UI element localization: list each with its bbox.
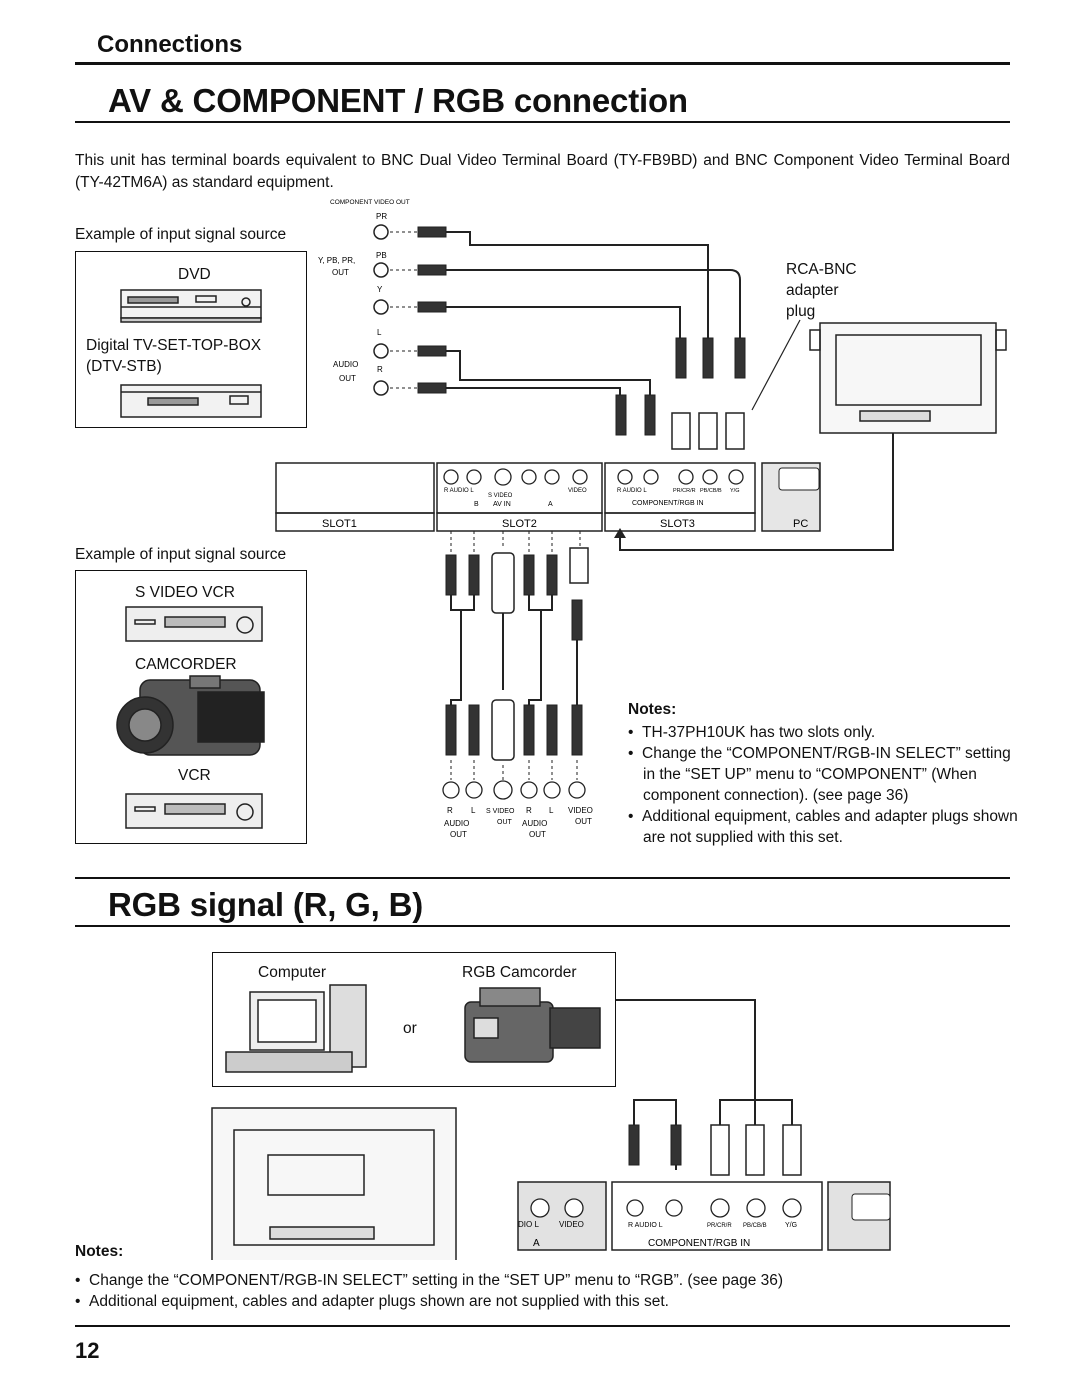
out-r2-label: R xyxy=(526,806,532,815)
note-1-item-2-text: Change the “COMPONENT/RGB-IN SELECT” setting in the “SET UP” menu to “COMPONENT” (When component connection). (see page 36) xyxy=(642,745,1011,804)
notes-1-list xyxy=(628,722,1018,848)
vcr-icon xyxy=(126,794,262,828)
rgb-video-label: VIDEO xyxy=(559,1220,584,1229)
footer-rule xyxy=(75,1325,1010,1327)
y-jack-label: Y xyxy=(377,285,383,294)
source-label-2: Example of input signal source xyxy=(75,546,287,563)
slot2-a-label: A xyxy=(548,501,553,508)
intro-paragraph: This unit has terminal boards equivalent to BNC Dual Video Terminal Board (TY-FB9BD) and BNC Component Video Terminal Board (TY-42TM6A) as standard equipment. xyxy=(75,152,1010,191)
audio-out-label: AUDIO xyxy=(333,360,359,369)
r-jack-label: R xyxy=(377,365,383,374)
rgb-r-audio-l-label: R AUDIO L xyxy=(628,1222,663,1229)
slot3-pb-label: PB/CB/B xyxy=(700,488,722,494)
display-rear-panel-bottom xyxy=(212,1108,456,1260)
slot3-pr-label: PR/CR/R xyxy=(673,488,696,494)
note-2-item-1-text: Change the “COMPONENT/RGB-IN SELECT” setting in the “SET UP” menu to “RGB”. (see page 36) xyxy=(89,1272,784,1289)
note-2-item-2: • Additional equipment, cables and adapter plugs shown are not supplied with this set. xyxy=(75,1293,669,1310)
camcorder-icon xyxy=(117,676,264,755)
out-video-out-label: OUT xyxy=(575,817,592,826)
dvd-label: DVD xyxy=(178,266,211,283)
notes-1-title: Notes: xyxy=(628,701,677,718)
note-1-item-2: • Change the “COMPONENT/RGB-IN SELECT” setting in the “SET UP” menu to “COMPONENT” (When component connection). (see page 36) xyxy=(628,745,1011,804)
section-heading: Connections xyxy=(97,31,243,58)
note-2-item-1: • Change the “COMPONENT/RGB-IN SELECT” setting in the “SET UP” menu to “RGB”. (see page 36) xyxy=(75,1272,784,1289)
av-in-label: AV IN xyxy=(493,501,511,508)
page-title: AV & COMPONENT / RGB connection xyxy=(108,82,688,119)
rgb-component-rgb-in-label: COMPONENT/RGB IN xyxy=(648,1238,751,1249)
slot2-svideo-label: S VIDEO xyxy=(488,493,513,499)
rgb-pb-label: PB/CB/B xyxy=(743,1223,767,1229)
audio-l-jack[interactable] xyxy=(374,344,388,358)
note-1-item-1: • TH-37PH10UK has two slots only. xyxy=(628,724,876,741)
audio-out-label-2: OUT xyxy=(339,374,356,383)
rgb-pr-label: PR/CR/R xyxy=(707,1223,732,1229)
slot3-label: SLOT3 xyxy=(660,518,695,530)
rca-bnc-label-1: RCA-BNC xyxy=(786,261,857,278)
rgb-section-title: RGB signal (R, G, B) xyxy=(108,886,424,923)
pr-jack[interactable] xyxy=(374,225,388,239)
notes-2-title: Notes: xyxy=(75,1243,124,1260)
stb-label-line1: Digital TV-SET-TOP-BOX xyxy=(86,337,262,354)
slot2-b-label: B xyxy=(474,501,479,508)
or-label: or xyxy=(403,1020,417,1037)
out-label: OUT xyxy=(332,268,349,277)
note-1-item-1-text: TH-37PH10UK has two slots only. xyxy=(642,724,876,741)
slot2-label: SLOT2 xyxy=(502,518,537,530)
note-2-item-2-text: Additional equipment, cables and adapter plugs shown are not supplied with this set. xyxy=(89,1293,669,1310)
pb-label: PB xyxy=(376,251,387,260)
pr-label: PR xyxy=(376,212,388,221)
page-number: 12 xyxy=(75,1338,100,1363)
out-svideo-label: S VIDEO xyxy=(486,808,515,815)
s-video-vcr-label: S VIDEO VCR xyxy=(135,584,235,601)
rgb-a-label: A xyxy=(533,1238,540,1249)
s-video-vcr-icon xyxy=(126,607,262,641)
out-svideo-out-label: OUT xyxy=(497,819,512,826)
note-1-item-3-text: Additional equipment, cables and adapter plugs shown are not supplied with this set. xyxy=(642,808,1018,846)
notes-2-list xyxy=(75,1270,1010,1312)
out-audio-out-label: OUT xyxy=(450,830,467,839)
note-1-item-3: • Additional equipment, cables and adapter plugs shown are not supplied with this set. xyxy=(628,808,1018,846)
out-l-label: L xyxy=(471,806,476,815)
audio-r-jack[interactable] xyxy=(374,381,388,395)
rgb-yg-label: Y/G xyxy=(785,1222,798,1229)
computer-label: Computer xyxy=(258,964,327,981)
y-pb-pr-label: Y, PB, PR, xyxy=(318,256,356,265)
pb-jack[interactable] xyxy=(374,263,388,277)
rgb-camcorder-icon xyxy=(465,988,600,1062)
slot3-audio-label: R AUDIO L xyxy=(617,488,647,494)
out-video-label: VIDEO xyxy=(568,806,593,815)
component-video-out-label: COMPONENT VIDEO OUT xyxy=(330,199,410,206)
rgb-camcorder-label: RGB Camcorder xyxy=(462,964,577,981)
out-audio2-label: AUDIO xyxy=(522,819,548,828)
out-audio-label: AUDIO xyxy=(444,819,470,828)
computer-icon xyxy=(226,985,366,1072)
out-l2-label: L xyxy=(549,806,554,815)
slot3-yg-label: Y/G xyxy=(730,488,740,494)
display-rear-panel-top xyxy=(810,323,1006,433)
rca-bnc-label-2: adapter xyxy=(786,282,839,299)
l-jack-label: L xyxy=(377,328,382,337)
set-top-box-icon xyxy=(121,385,261,417)
dvd-player-icon xyxy=(121,290,261,322)
rgb-dio-l-label: DIO L xyxy=(518,1220,539,1229)
source-label-1: Example of input signal source xyxy=(75,226,287,243)
y-jack[interactable] xyxy=(374,300,388,314)
component-rgb-in-label: COMPONENT/RGB IN xyxy=(632,500,704,507)
out-r-label: R xyxy=(447,806,453,815)
vcr-label: VCR xyxy=(178,767,211,784)
rgb-title-rule xyxy=(75,925,1010,927)
camcorder-label: CAMCORDER xyxy=(135,656,237,673)
rgb-connection-diagram xyxy=(0,980,1080,1260)
slot2-audio-label: R AUDIO L xyxy=(444,488,474,494)
rca-bnc-label-3: plug xyxy=(786,303,816,320)
pc-label: PC xyxy=(793,518,809,530)
slot1-label: SLOT1 xyxy=(322,518,357,530)
out-audio2-out-label: OUT xyxy=(529,830,546,839)
stb-label-line2: (DTV-STB) xyxy=(86,358,162,375)
rgb-top-rule xyxy=(75,877,1010,879)
slot2-video-label: VIDEO xyxy=(568,488,587,494)
